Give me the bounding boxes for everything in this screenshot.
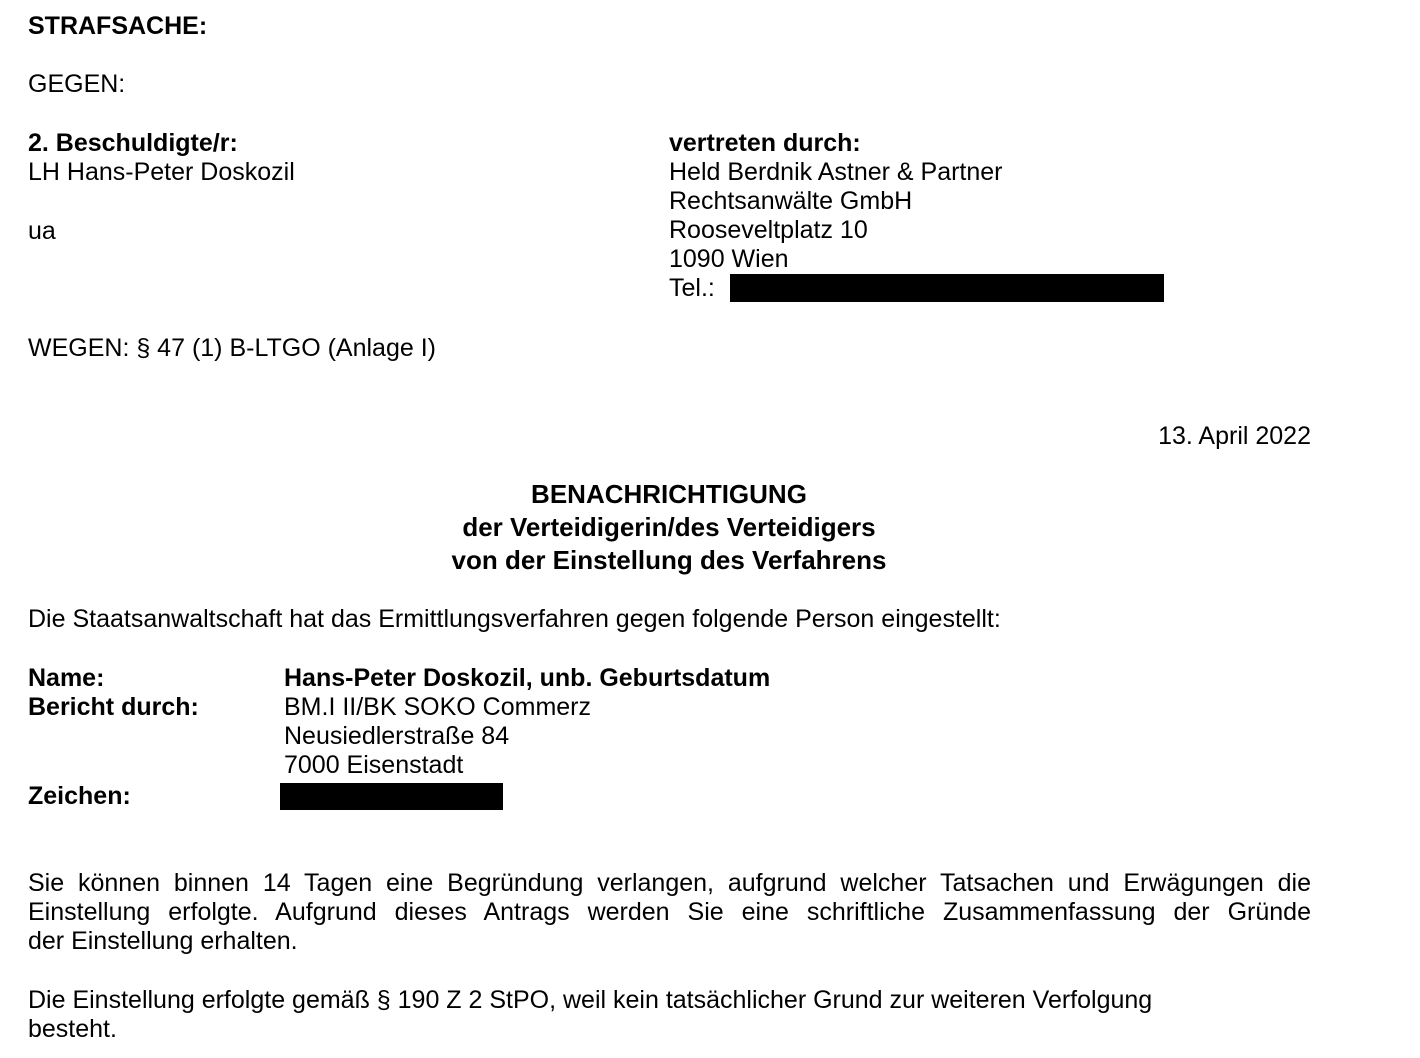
beschuldigter-label: 2. Beschuldigte/r:: [28, 129, 238, 157]
redacted-phone-bar: [730, 274, 1164, 302]
kanzlei-rechtsform: Rechtsanwälte GmbH: [669, 187, 913, 215]
document-title: [0, 478, 1338, 577]
title-line-3: von der Einstellung des Verfahrens: [451, 545, 887, 575]
kanzlei-name: Held Berdnik Astner & Partner: [669, 158, 1003, 186]
begruendung-paragraph: [28, 869, 1311, 956]
paragraph-line: der Einstellung erhalten.: [28, 927, 298, 955]
bericht-dienststelle: BM.I II/BK SOKO Commerz: [284, 693, 591, 721]
paragraph-line: Einstellung erfolgte. Aufgrund dieses Antrags werden Sie eine schriftliche Zusammenfassung der Gründe: [28, 898, 1311, 926]
paragraph-line: Die Einstellung erfolgte gemäß § 190 Z 2 StPO, weil kein tatsächlicher Grund zur weiteren Verfolgung: [28, 986, 1153, 1014]
einstellung-paragraph: [28, 986, 1311, 1044]
redacted-zeichen-bar: [280, 783, 503, 810]
kanzlei-strasse: Rooseveltplatz 10: [669, 216, 868, 244]
paragraph-line: Sie können binnen 14 Tagen eine Begründung verlangen, aufgrund welcher Tatsachen und Erwägungen die: [28, 869, 1311, 897]
strafsache-label: STRAFSACHE:: [28, 12, 208, 40]
beschuldigter-name: LH Hans-Peter Doskozil: [28, 158, 295, 186]
kanzlei-ort: 1090 Wien: [669, 245, 789, 273]
bericht-label: Bericht durch:: [28, 693, 199, 721]
title-line-1: BENACHRICHTIGUNG: [531, 479, 807, 509]
ua-text: ua: [28, 217, 56, 245]
gegen-label: GEGEN:: [28, 70, 126, 98]
vertreten-label: vertreten durch:: [669, 129, 861, 157]
name-label: Name:: [28, 664, 105, 692]
tel-label: Tel.:: [669, 274, 715, 302]
document-date: 13. April 2022: [1158, 422, 1311, 450]
bericht-strasse: Neusiedlerstraße 84: [284, 722, 510, 750]
paragraph-line: besteht.: [28, 1015, 117, 1043]
intro-text: Die Staatsanwaltschaft hat das Ermittlungsverfahren gegen folgende Person eingestellt:: [28, 605, 1001, 633]
name-value: Hans-Peter Doskozil, unb. Geburtsdatum: [284, 664, 771, 692]
zeichen-label: Zeichen:: [28, 782, 131, 810]
bericht-ort: 7000 Eisenstadt: [284, 751, 464, 779]
wegen-text: WEGEN: § 47 (1) B-LTGO (Anlage I): [28, 334, 436, 362]
title-line-2: der Verteidigerin/des Verteidigers: [462, 512, 876, 542]
